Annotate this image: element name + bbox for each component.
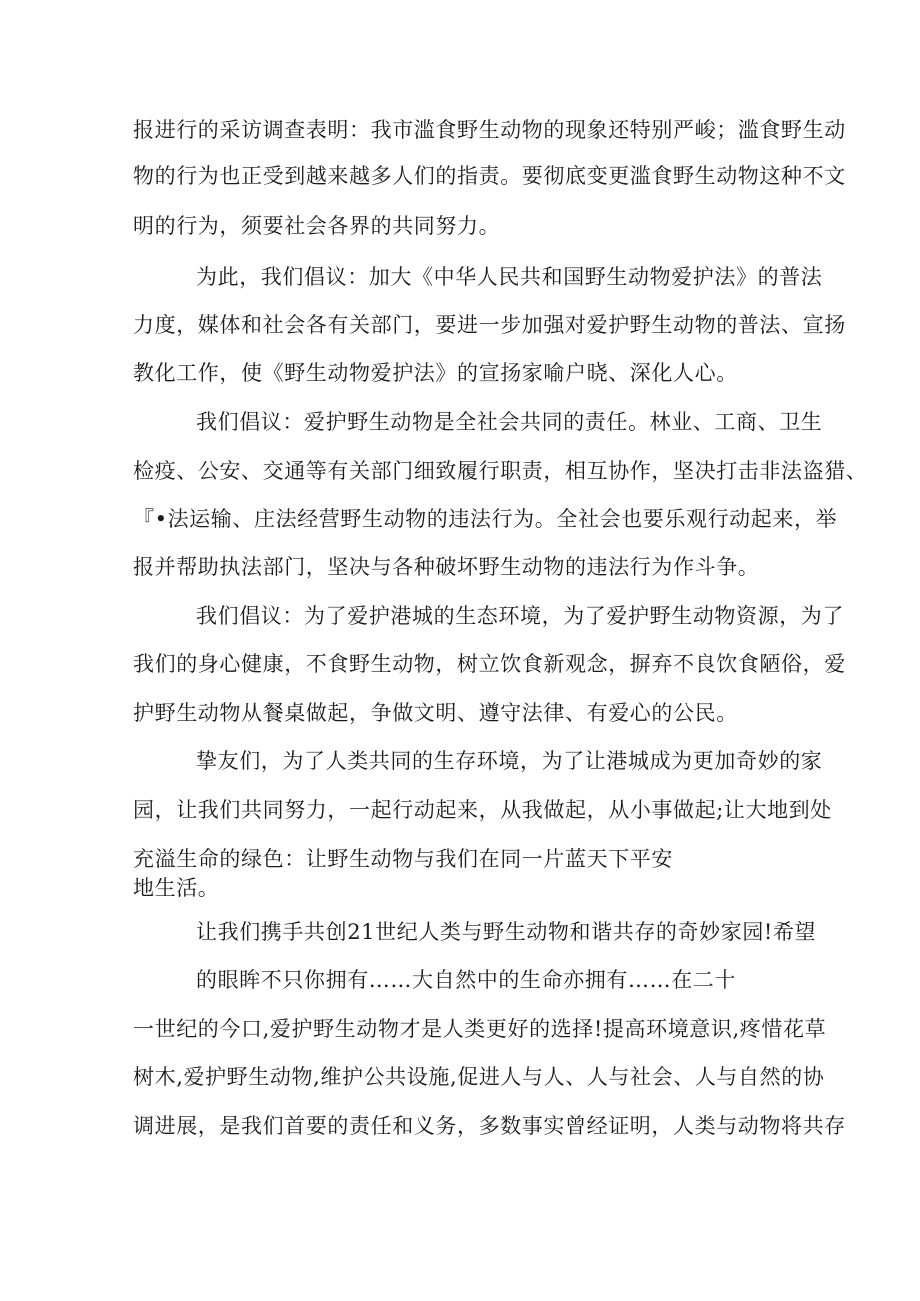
text-line: 护野生动物从餐桌做起，争做文明、遵守法律、有爱心的公民。 xyxy=(133,701,738,725)
text-line: 树木,爱护野生动物,维护公共设施,促进人与人、人与社会、人与自然的协 xyxy=(133,1065,825,1089)
text-line: 力度，媒体和社会各有关部门，要进一步加强对爱护野生动物的普法、宣扬 xyxy=(133,313,846,337)
paragraph-start-line: 我们倡议：爱护野生动物是全社会共同的责任。林业、工商、卫生 xyxy=(196,410,823,434)
text-line: 『•法运输、庄法经营野生动物的违法行为。全社会也要乐观行动起来，举 xyxy=(133,507,838,531)
text-line: 充溢生命的绿色：让野生动物与我们在同一片蓝天下平安 xyxy=(133,847,673,871)
text-line: 物的行为也正受到越来越多人们的指责。要彻底变更滥食野生动物这种不文 xyxy=(133,164,846,188)
text-line: 的眼眸不只你拥有……大自然中的生命亦拥有……在二十 xyxy=(196,968,736,992)
text-line: 明的行为，须要社会各界的共同努力。 xyxy=(133,214,501,238)
text-line: 教化工作，使《野生动物爱护法》的宣扬家喻户晓、深化人心。 xyxy=(133,361,738,385)
text-line: 检疫、公安、交通等有关部门细致履行职责，相互协作，坚决打击非法盗猎、 xyxy=(133,459,868,483)
text-line: 地生活。 xyxy=(133,876,220,900)
paragraph-start-line: 让我们携手共创21世纪人类与野生动物和谐共存的奇妙家园!希望 xyxy=(196,920,817,944)
text-line: 报进行的采访调查表明：我市滥食野生动物的现象还特别严峻；滥食野生动 xyxy=(133,118,846,142)
paragraph-start-line: 我们倡议：为了爱护港城的生态环境，为了爱护野生动物资源，为了 xyxy=(196,604,844,628)
text-line: 园，让我们共同努力，一起行动起来，从我做起，从小事做起;让大地到处 xyxy=(133,798,832,822)
paragraph-start-line: 为此，我们倡议：加大《中华人民共和国野生动物爱护法》的普法 xyxy=(196,265,823,289)
text-line: 我们的身心健康，不食野生动物，树立饮食新观念，摒弃不良饮食陋俗，爱 xyxy=(133,652,846,676)
text-line: 报并帮助执法部门，坚决与各种破坏野生动物的违法行为作斗争。 xyxy=(133,555,760,579)
text-line: 一世纪的今口,爱护野生动物才是人类更好的选择!提高环境意识,疼惜花草 xyxy=(133,1017,827,1041)
text-line: 调进展，是我们首要的责任和义务，多数事实曾经证明，人类与动物将共存 xyxy=(133,1114,846,1138)
paragraph-start-line: 挚友们，为了人类共同的生存环境，为了让港城成为更加奇妙的家 xyxy=(196,749,823,773)
